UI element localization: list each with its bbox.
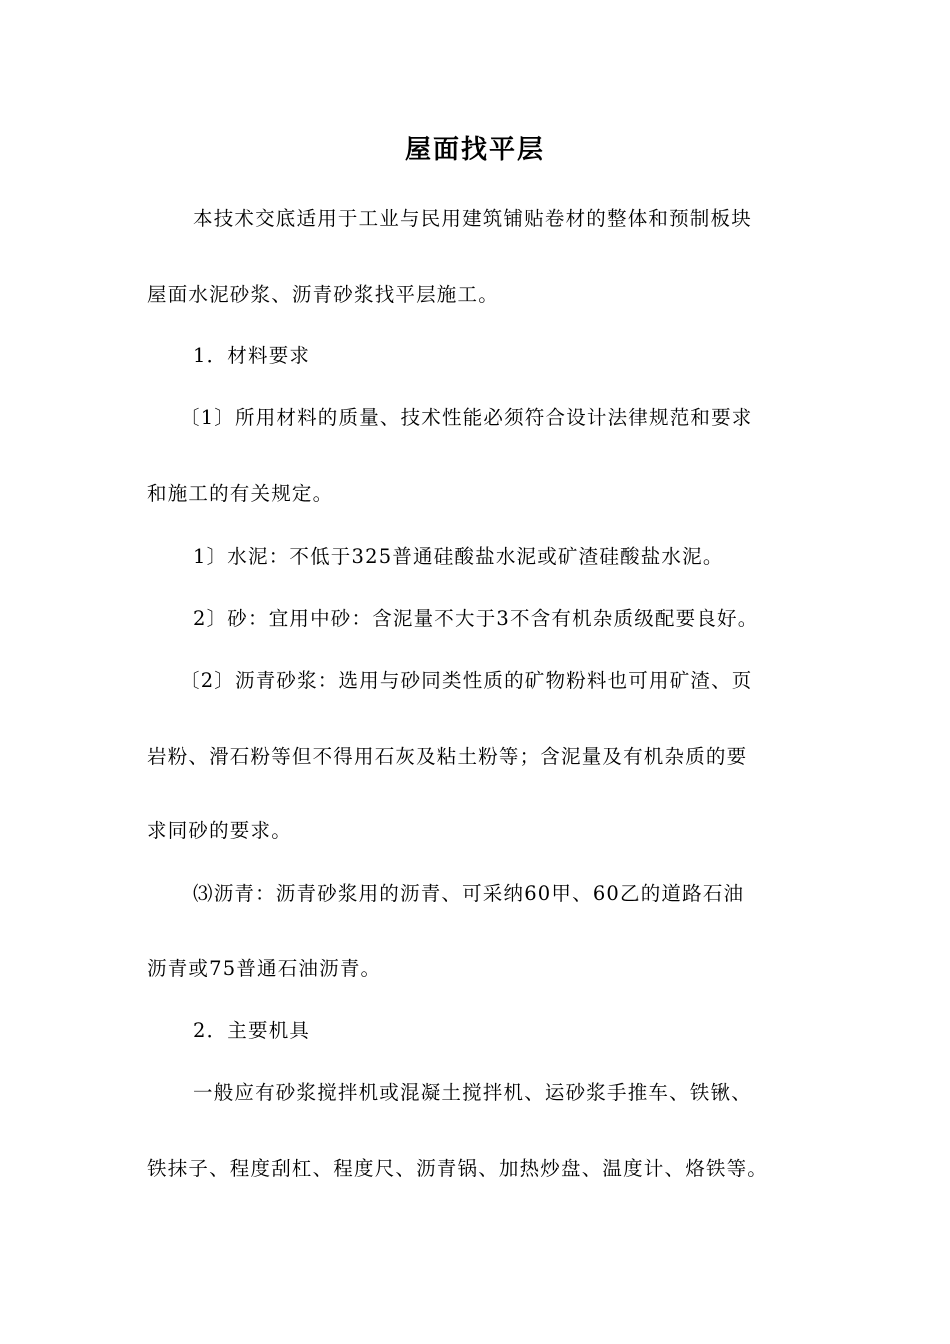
section-heading-materials: 1．材料要求 (193, 344, 311, 367)
list-item-cement: 1〕水泥：不低于325普通硅酸盐水泥或矿渣硅酸盐水泥。 (193, 545, 724, 568)
page-title: 屋面找平层 (404, 135, 545, 165)
list-item-sand: 2〕砂：宜用中砂：含泥量不大于3不含有机杂质级配要良好。 (193, 607, 759, 630)
paragraph-line-tools-2: 铁抹子、程度刮杠、程度尺、沥青锅、加热炒盘、温度计、烙铁等。 (147, 1157, 769, 1180)
paragraph-line-materials-1: 〔1〕所用材料的质量、技术性能必须符合设计法律规范和要求 (180, 406, 753, 429)
section-heading-tools: 2．主要机具 (193, 1019, 311, 1042)
paragraph-line-intro-1: 本技术交底适用于工业与民用建筑铺贴卷材的整体和预制板块 (193, 207, 752, 230)
paragraph-line-intro-2: 屋面水泥砂浆、沥青砂浆找平层施工。 (147, 283, 499, 306)
paragraph-line-asphalt-mortar-3: 求同砂的要求。 (147, 819, 292, 842)
paragraph-line-asphalt-2: 沥青或75普通石油沥青。 (147, 957, 382, 980)
paragraph-line-tools-1: 一般应有砂浆搅拌机或混凝土搅拌机、运砂浆手推车、铁锹、 (193, 1081, 752, 1104)
paragraph-line-materials-2: 和施工的有关规定。 (147, 482, 334, 505)
paragraph-line-asphalt-mortar-1: 〔2〕沥青砂浆：选用与砂同类性质的矿物粉料也可用矿渣、页 (180, 669, 753, 692)
paragraph-line-asphalt-mortar-2: 岩粉、滑石粉等但不得用石灰及粘土粉等；含泥量及有机杂质的要 (147, 745, 748, 768)
paragraph-line-asphalt-1: ⑶沥青：沥青砂浆用的沥青、可采纳60甲、60乙的道路石油 (193, 882, 745, 905)
